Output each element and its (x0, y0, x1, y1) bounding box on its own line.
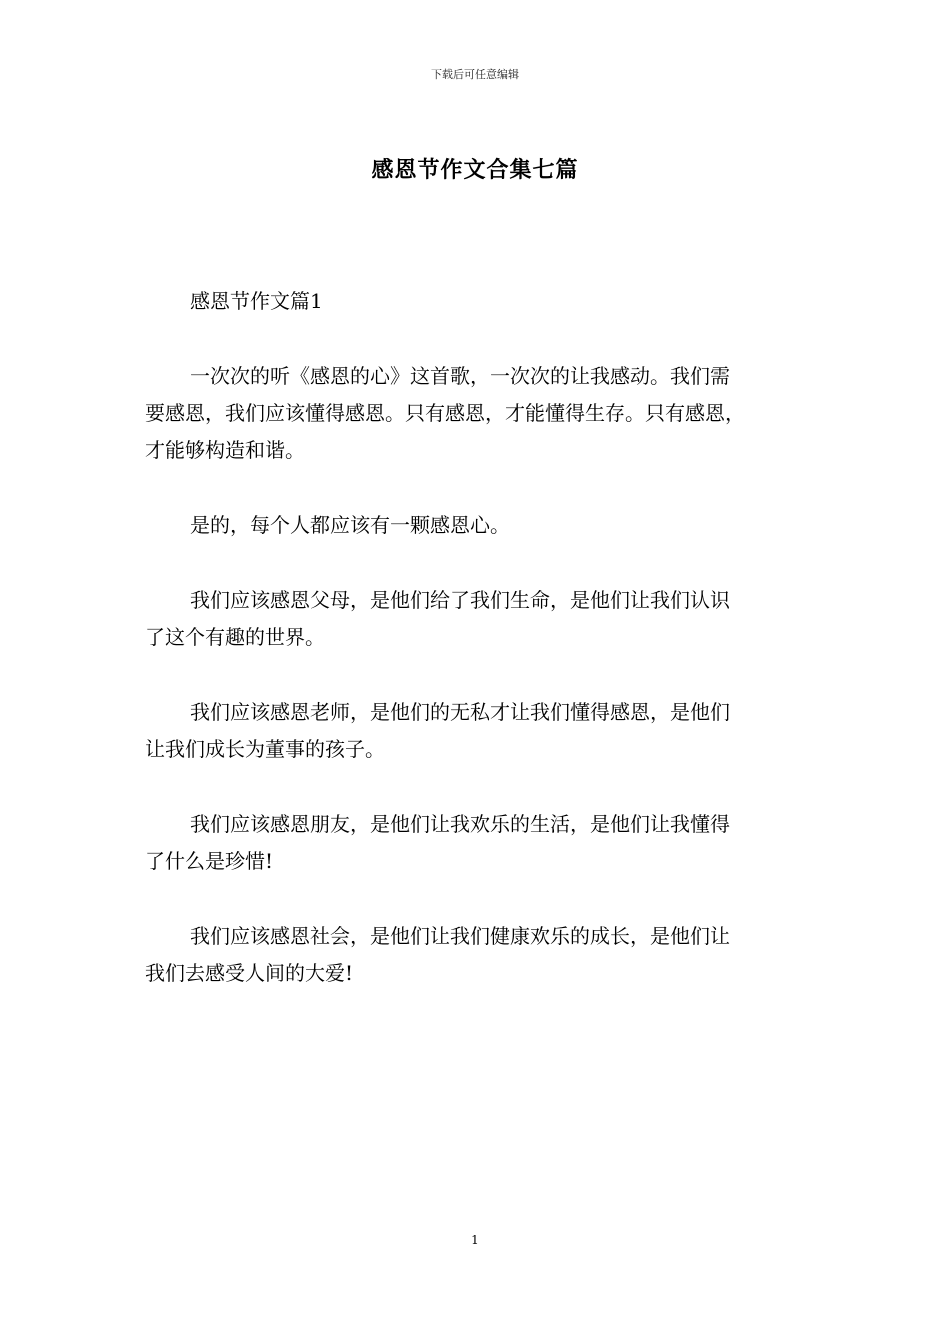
paragraph (145, 582, 817, 656)
paragraph (145, 694, 817, 768)
page-number: 1 (471, 1233, 479, 1247)
text-line: 感恩节作文篇1 (190, 289, 323, 313)
text-line: 我们应该感恩朋友，是他们让我欢乐的生活，是他们让我懂得 (190, 812, 730, 836)
text-line: 让我们成长为董事的孩子。 (145, 737, 385, 761)
text-line: 才能够构造和谐。 (145, 438, 305, 462)
document-body (145, 283, 817, 1030)
paragraph-heading-1 (145, 283, 817, 320)
text-line: 一次次的听《感恩的心》这首歌，一次次的让我感动。我们需 (190, 364, 730, 388)
document-title: 感恩节作文合集七篇 (371, 157, 579, 183)
paragraph (145, 806, 817, 880)
text-line: 我们去感受人间的大爱! (145, 961, 354, 985)
paragraph (145, 358, 817, 469)
text-line: 要感恩，我们应该懂得感恩。只有感恩，才能懂得生存。只有感恩， (145, 401, 745, 425)
paragraph (145, 507, 817, 544)
text-line: 了什么是珍惜! (145, 849, 274, 873)
header-note: 下载后可任意编辑 (431, 68, 519, 81)
text-line: 我们应该感恩社会，是他们让我们健康欢乐的成长，是他们让 (190, 924, 730, 948)
paragraph (145, 918, 817, 992)
text-line: 了这个有趣的世界。 (145, 625, 325, 649)
text-line: 是的，每个人都应该有一颗感恩心。 (190, 513, 510, 537)
text-line: 我们应该感恩父母，是他们给了我们生命，是他们让我们认识 (190, 588, 730, 612)
text-line: 我们应该感恩老师，是他们的无私才让我们懂得感恩，是他们 (190, 700, 730, 724)
